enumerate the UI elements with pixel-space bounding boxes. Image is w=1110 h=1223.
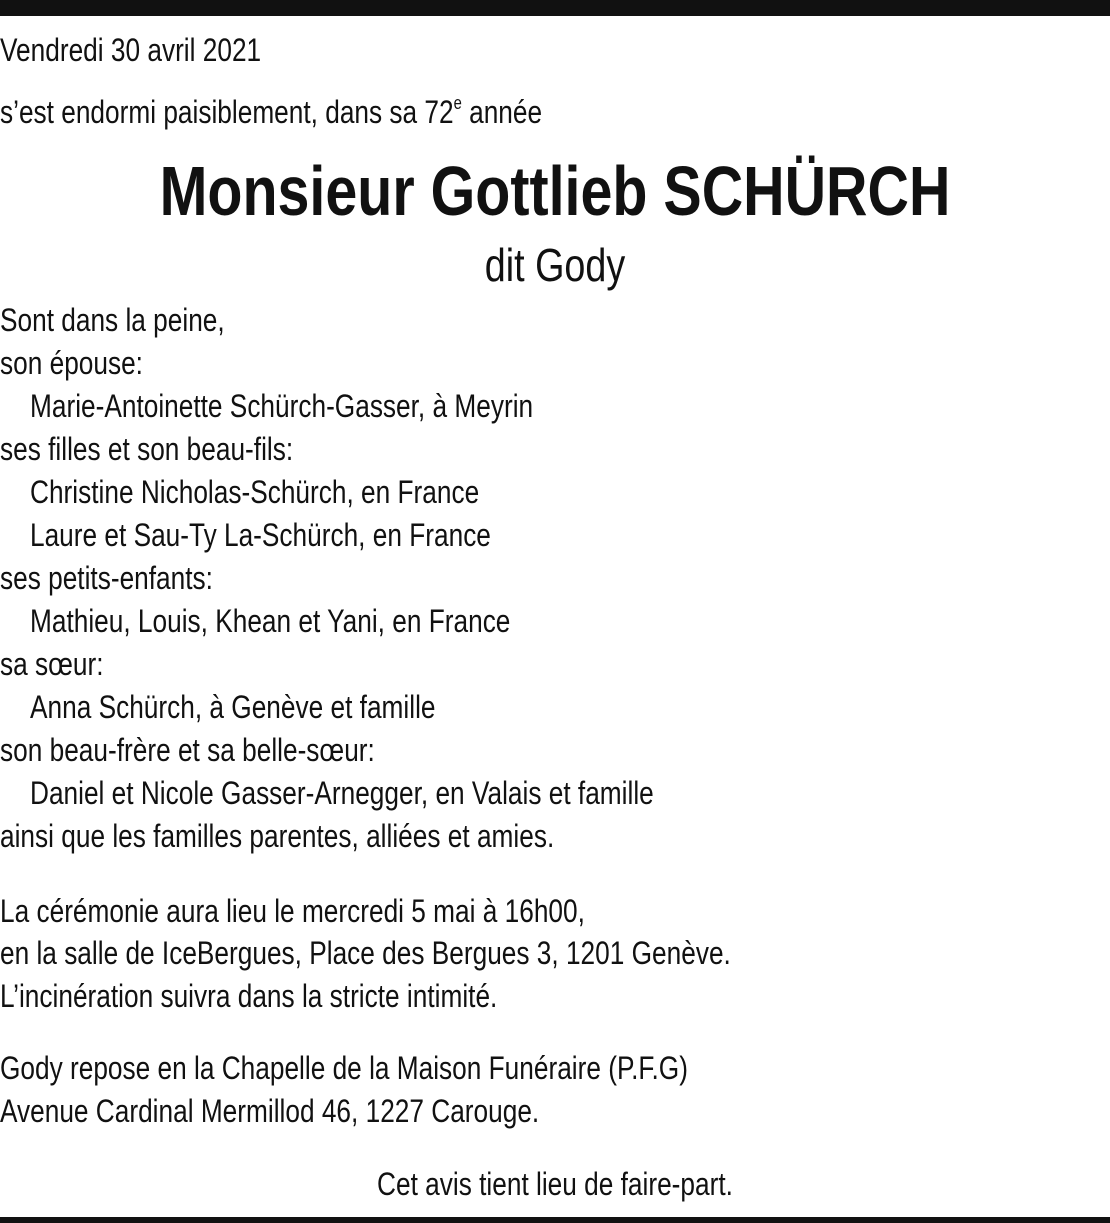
family-line: ses petits-enfants: bbox=[0, 560, 213, 596]
family-line: ses filles et son beau-fils: bbox=[0, 431, 294, 467]
family-line: Sont dans la peine, bbox=[0, 302, 225, 338]
family-member: Daniel et Nicole Gasser-Arnegger, en Valais et famille bbox=[30, 775, 654, 811]
bottom-rule bbox=[0, 1217, 1110, 1223]
notice-date: Vendredi 30 avril 2021 bbox=[0, 32, 262, 68]
family-member: Mathieu, Louis, Khean et Yani, en France bbox=[30, 603, 511, 639]
family-line: sa sœur: bbox=[0, 646, 104, 682]
family-member: Christine Nicholas-Schürch, en France bbox=[30, 474, 480, 510]
notice-intro bbox=[0, 92, 542, 132]
intro-text: s’est endormi paisiblement, dans sa 72 bbox=[0, 94, 454, 130]
family-line: son beau-frère et sa belle-sœur: bbox=[0, 732, 375, 768]
family-line: ainsi que les familles parentes, alliées et amies. bbox=[0, 818, 555, 854]
family-line: son épouse: bbox=[0, 345, 143, 381]
ceremony-line: L’incinération suivra dans la stricte intimité. bbox=[0, 978, 498, 1014]
repose-line: Gody repose en la Chapelle de la Maison Funéraire (P.F.G) bbox=[0, 1050, 688, 1086]
family-member: Laure et Sau-Ty La-Schürch, en France bbox=[30, 517, 491, 553]
family-member: Anna Schürch, à Genève et famille bbox=[30, 689, 436, 725]
ceremony-line: en la salle de IceBergues, Place des Bergues 3, 1201 Genève. bbox=[0, 935, 731, 971]
deceased-name: Monsieur Gottlieb SCHÜRCH bbox=[159, 152, 951, 230]
intro-text-end: année bbox=[461, 94, 543, 130]
repose-line: Avenue Cardinal Mermillod 46, 1227 Carouge. bbox=[0, 1093, 540, 1129]
ceremony-line: La cérémonie aura lieu le mercredi 5 mai à 16h00, bbox=[0, 893, 585, 929]
closing-line: Cet avis tient lieu de faire-part. bbox=[377, 1166, 733, 1202]
family-member: Marie-Antoinette Schürch-Gasser, à Meyrin bbox=[30, 388, 534, 424]
deceased-nickname: dit Gody bbox=[484, 239, 626, 291]
intro-superscript: e bbox=[453, 93, 462, 113]
top-rule bbox=[0, 0, 1110, 16]
